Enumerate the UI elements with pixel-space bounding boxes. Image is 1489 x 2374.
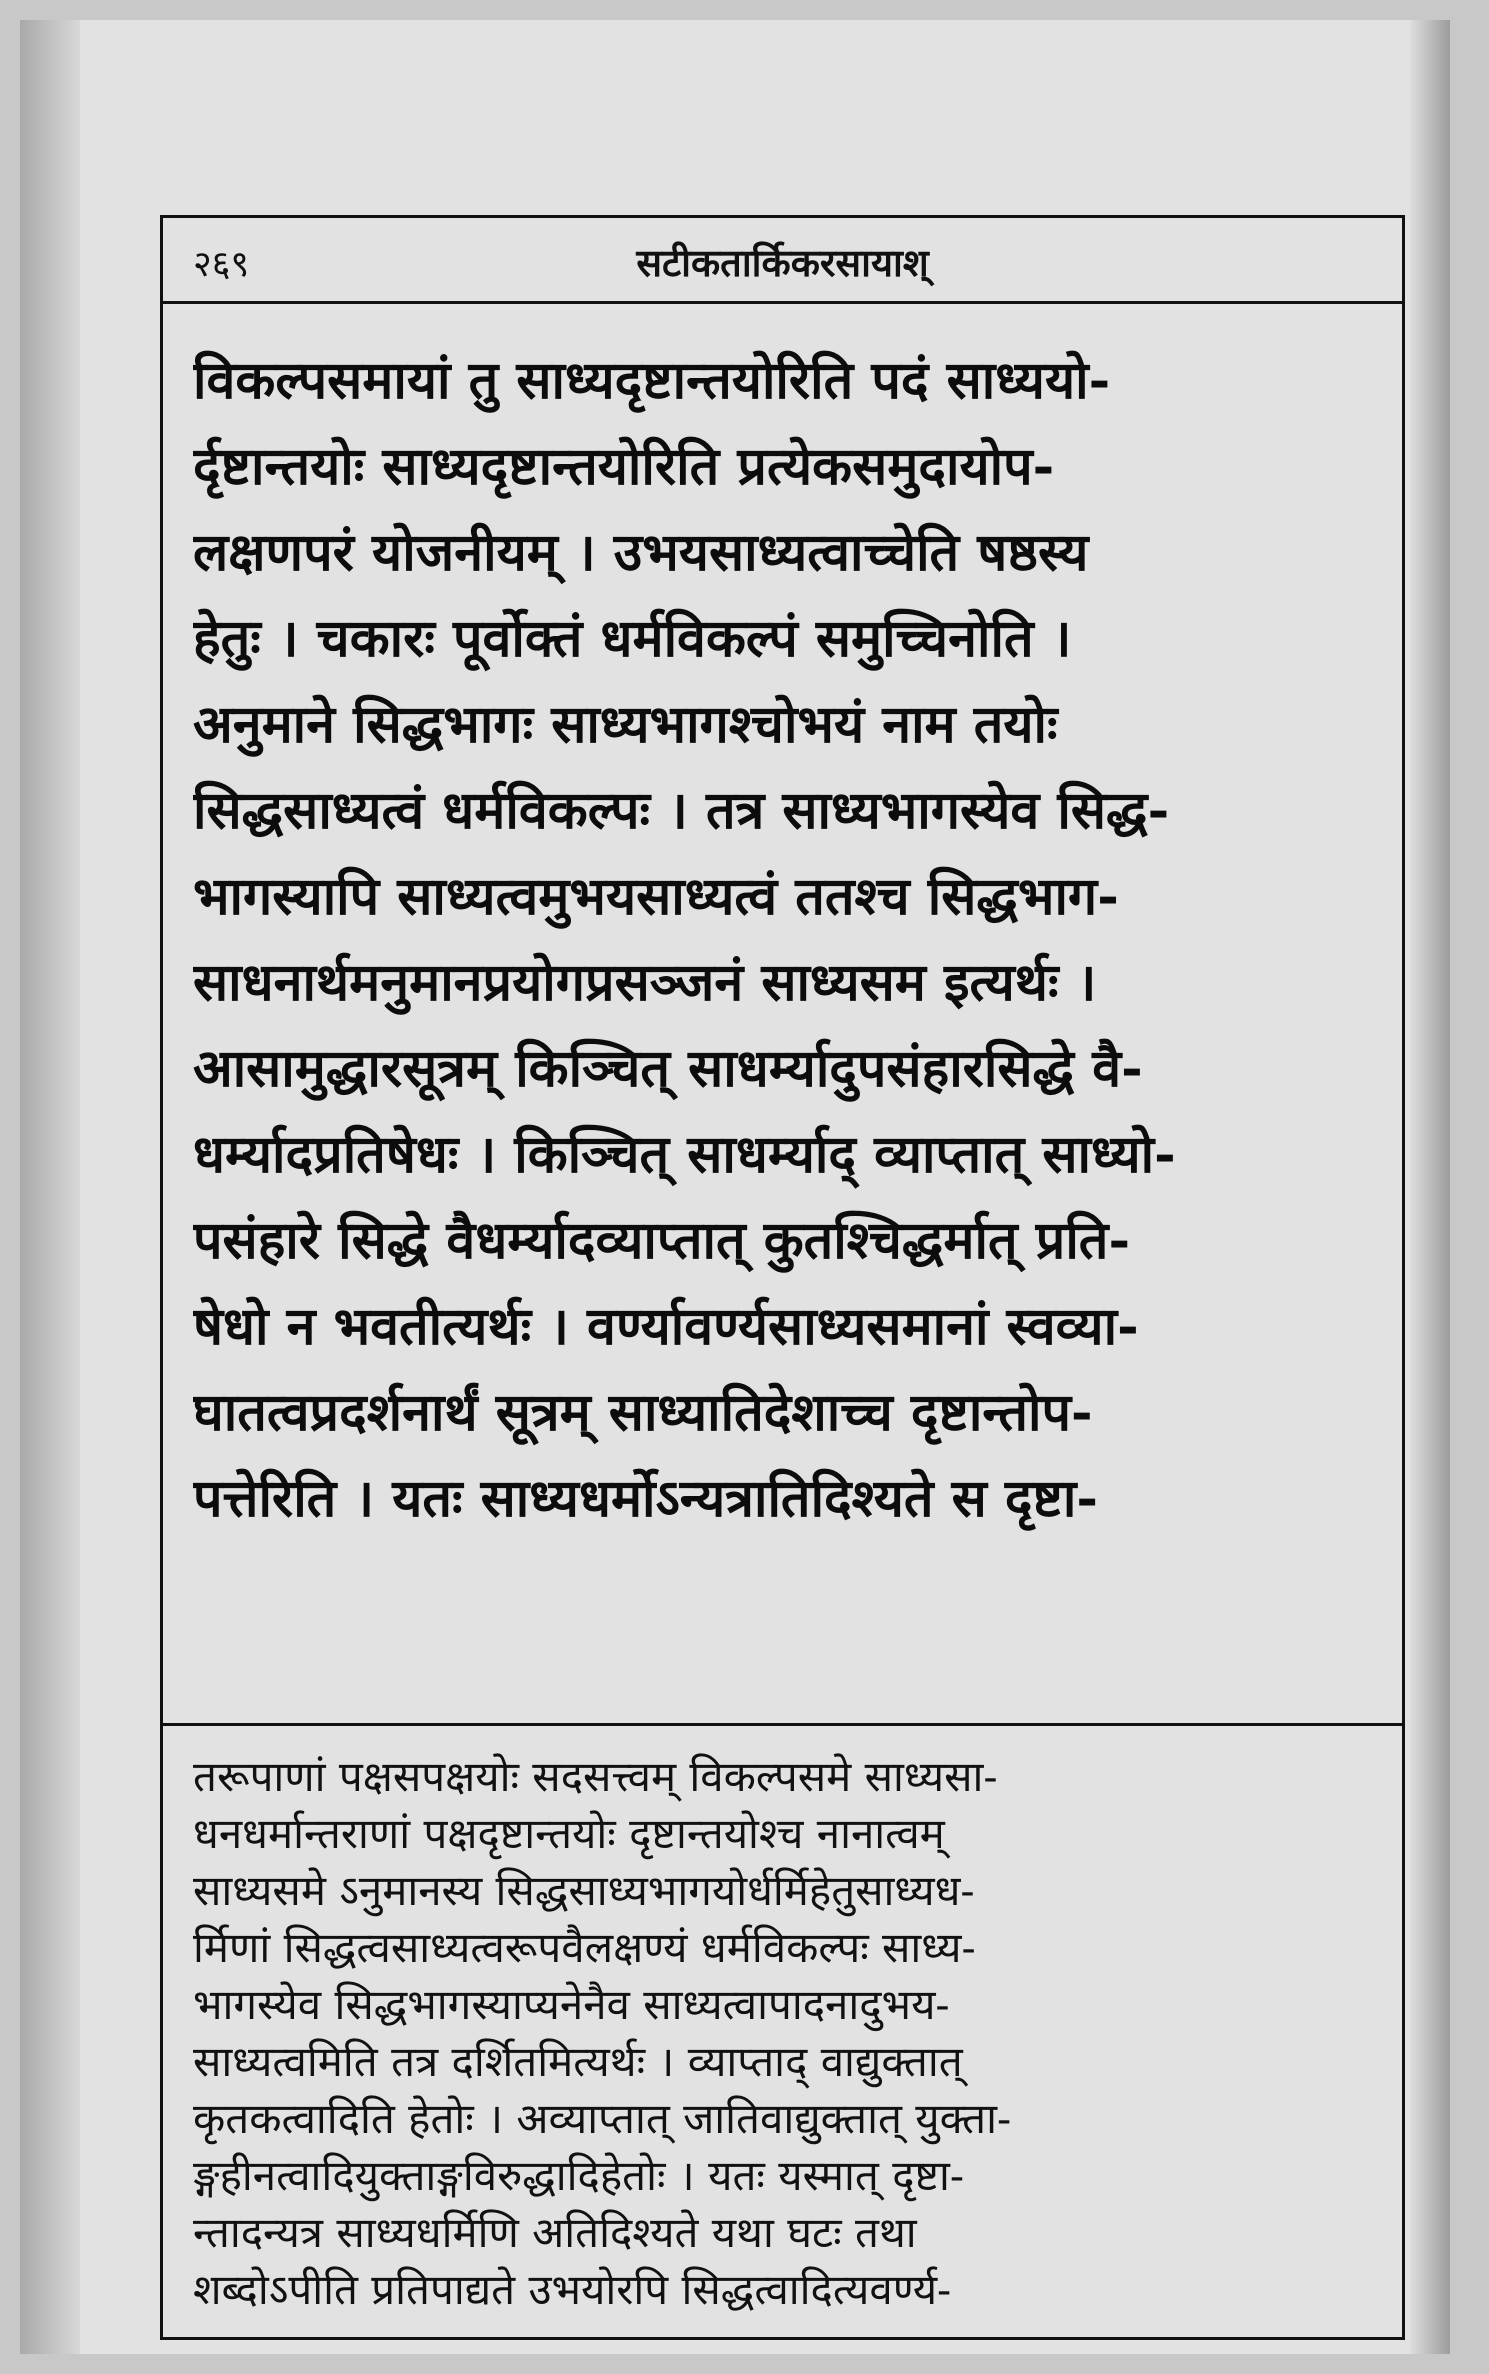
footnote-line: धनधर्मान्तराणां पक्षदृष्टान्तयोः दृष्टान्तयोश्च नानात्वम्: [193, 1809, 945, 1858]
text-frame: [160, 215, 1405, 2340]
book-page: [20, 20, 1450, 2354]
main-text-line: साधनार्थमनुमानप्रयोगप्रसञ्जनं साध्यसम इत्यर्थः ।: [193, 952, 1097, 1013]
main-text-line: लक्षणपरं योजनीयम् । उभयसाध्यत्वाच्चेति षष्ठस्य: [193, 522, 1089, 583]
main-text-line: घातत्वप्रदर्शनार्थं सूत्रम् साध्यातिदेशाच्च दृष्टान्तोप-: [193, 1382, 1093, 1443]
page-edge-shadow: [1410, 20, 1450, 2354]
page-gutter: [20, 20, 80, 2354]
footnote-line: साध्यसमे ऽनुमानस्य सिद्धसाध्यभागयोर्धर्मिहेतुसाध्यध-: [193, 1866, 975, 1915]
main-text-line: आसामुद्धारसूत्रम् किञ्चित् साधर्म्यादुपसंहारसिद्धे वै-: [193, 1038, 1143, 1099]
page-header: [163, 218, 1402, 304]
main-text-line: पत्तेरिति । यतः साध्यधर्मोऽन्यत्रातिदिश्यते स दृष्टा-: [193, 1468, 1098, 1529]
footnote-line: तरूपाणां पक्षसपक्षयोः सदसत्त्वम् विकल्पसमे साध्यसा-: [193, 1752, 998, 1801]
footnote-line: शब्दोऽपीति प्रतिपाद्यते उभयोरपि सिद्धत्वादित्यवर्ण्य-: [193, 2265, 952, 2314]
footnote-divider: [163, 1723, 1402, 1726]
main-text-line: धर्म्यादप्रतिषेधः । किञ्चित् साधर्म्याद् व्याप्तात् साध्यो-: [193, 1124, 1176, 1185]
main-text-line: पसंहारे सिद्धे वैधर्म्यादव्याप्तात् कुतश्चिद्धर्मात् प्रति-: [193, 1210, 1131, 1271]
main-text-line: हेतुः । चकारः पूर्वोक्तं धर्मविकल्पं समुच्चिनोति ।: [193, 608, 1072, 669]
footnote-block: [193, 1748, 1382, 2328]
footnote-line: साध्यत्वमिति तत्र दर्शितमित्यर्थः । व्याप्ताद् वाद्युक्तात्: [193, 2037, 963, 2086]
main-text-line: र्दृष्टान्तयोः साध्यदृष्टान्तयोरिति प्रत्येकसमुदायोप-: [193, 436, 1055, 497]
main-text-line: विकल्पसमायां तु साध्यदृष्टान्तयोरिति पदं साध्ययो-: [193, 350, 1111, 411]
footnote-line: न्तादन्यत्र साध्यधर्मिणि अतिदिश्यते यथा घटः तथा: [193, 2208, 917, 2257]
main-text-line: षेधो न भवतीत्यर्थः । वर्ण्यावर्ण्यसाध्यसमानां स्वव्या-: [193, 1296, 1139, 1357]
main-text-line: सिद्धसाध्यत्वं धर्मविकल्पः । तत्र साध्यभागस्येव सिद्ध-: [193, 780, 1170, 841]
main-text-line: भागस्यापि साध्यत्वमुभयसाध्यत्वं ततश्च सिद्धभाग-: [193, 866, 1119, 927]
footnote-line: कृतकत्वादिति हेतोः । अव्याप्तात् जातिवाद्युक्तात् युक्ता-: [193, 2094, 1012, 2143]
main-text-block: [193, 338, 1382, 1708]
page-number: २६९: [193, 244, 250, 285]
running-title: सटीकतार्किकरसायाश्: [636, 240, 929, 285]
main-text-line: अनुमाने सिद्धभागः साध्यभागश्चोभयं नाम तयोः: [193, 694, 1058, 755]
footnote-line: भागस्येव सिद्धभागस्याप्यनेनैव साध्यत्वापादनादुभय-: [193, 1980, 950, 2029]
footnote-line: ङ्गहीनत्वादियुक्ताङ्गविरुद्धादिहेतोः । यतः यस्मात् दृष्टा-: [193, 2151, 965, 2200]
footnote-line: र्मिणां सिद्धत्वसाध्यत्वरूपवैलक्षण्यं धर्मविकल्पः साध्य-: [193, 1923, 976, 1972]
